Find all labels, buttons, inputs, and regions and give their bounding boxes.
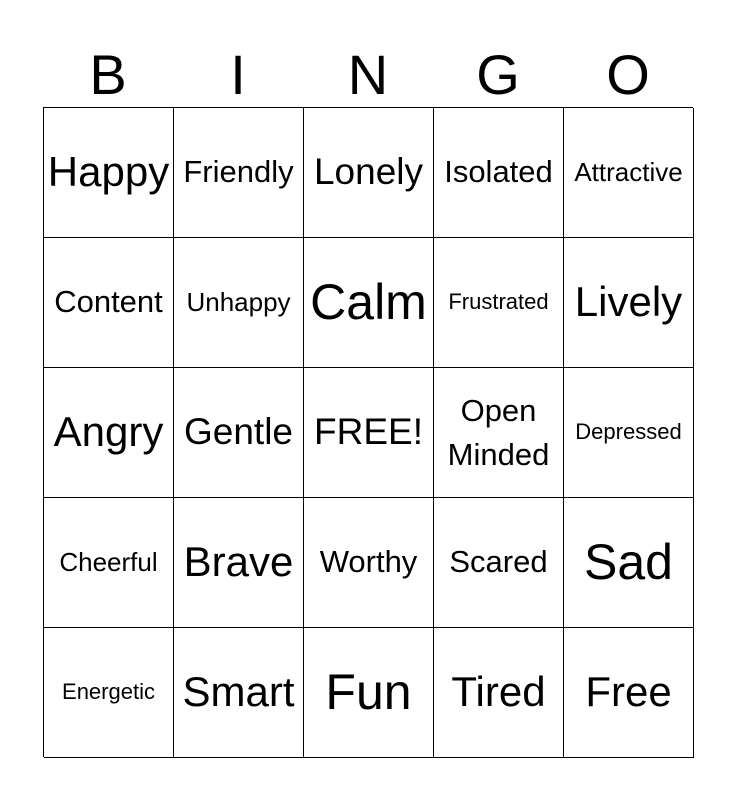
- free-space-cell[interactable]: FREE!: [304, 368, 434, 498]
- bingo-cell[interactable]: Frustrated: [434, 238, 564, 368]
- header-letter-n: N: [347, 43, 389, 106]
- header-letter-g: G: [476, 43, 520, 106]
- bingo-cell[interactable]: Sad: [564, 498, 694, 628]
- bingo-cell[interactable]: Angry: [44, 368, 174, 498]
- bingo-cell[interactable]: Happy: [44, 108, 174, 238]
- bingo-cell[interactable]: Friendly: [174, 108, 304, 238]
- bingo-cell[interactable]: Smart: [174, 628, 304, 758]
- bingo-cell[interactable]: Tired: [434, 628, 564, 758]
- bingo-cell[interactable]: Lonely: [304, 108, 434, 238]
- bingo-cell[interactable]: Content: [44, 238, 174, 368]
- bingo-cell[interactable]: Attractive: [564, 108, 694, 238]
- header-letter-o: O: [606, 43, 650, 106]
- bingo-cell[interactable]: Cheerful: [44, 498, 174, 628]
- bingo-cell[interactable]: Brave: [174, 498, 304, 628]
- bingo-cell[interactable]: Calm: [304, 238, 434, 368]
- bingo-cell[interactable]: Depressed: [564, 368, 694, 498]
- bingo-cell[interactable]: Worthy: [304, 498, 434, 628]
- header-letter-b: B: [89, 43, 127, 106]
- bingo-cell[interactable]: Lively: [564, 238, 694, 368]
- bingo-cell[interactable]: Free: [564, 628, 694, 758]
- bingo-cell[interactable]: Energetic: [44, 628, 174, 758]
- bingo-board: [43, 107, 693, 757]
- header-letter-i: I: [230, 43, 246, 106]
- bingo-cell[interactable]: Scared: [434, 498, 564, 628]
- bingo-header: [43, 44, 693, 106]
- bingo-cell[interactable]: Open Minded: [434, 368, 564, 498]
- bingo-cell[interactable]: Gentle: [174, 368, 304, 498]
- bingo-cell[interactable]: Isolated: [434, 108, 564, 238]
- bingo-cell[interactable]: Fun: [304, 628, 434, 758]
- bingo-cell[interactable]: Unhappy: [174, 238, 304, 368]
